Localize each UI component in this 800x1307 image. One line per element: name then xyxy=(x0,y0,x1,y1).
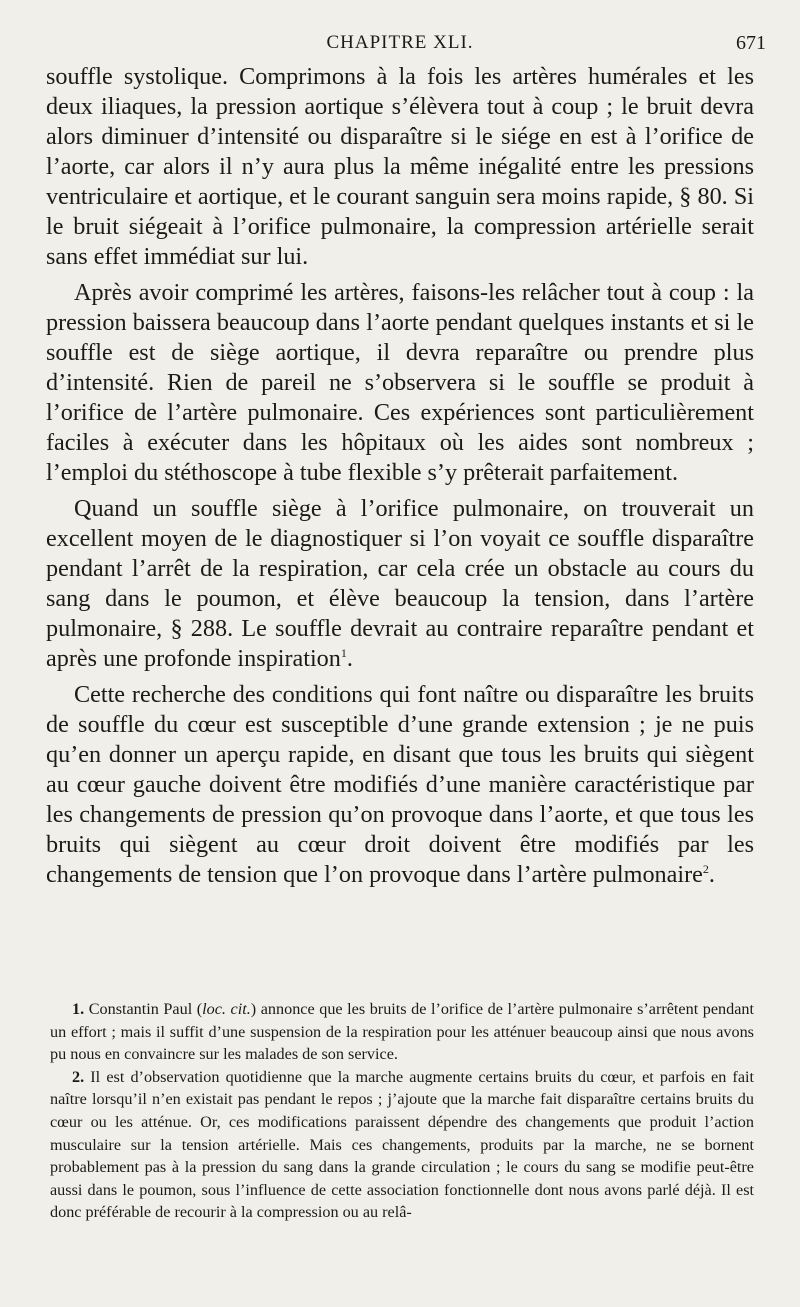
paragraph-text: Quand un souffle siège à l’orifice pulmonaire, on trouverait un excellent moyen de le diagnostiquer si l’on voyait ce souffle disparaître pendant l’arrêt de la respiration, car cela crée un obstacle au cours du sang dans le poumon, et élève beaucoup la tension, dans l’artère pulmonaire, § 288. Le souffle devrait au contraire reparaître pendant et après une profonde inspiration xyxy=(46,495,754,672)
footnote-mark: 2. xyxy=(72,1067,85,1086)
body-text xyxy=(46,62,754,896)
footnote-text: Il est d’observation quotidienne que la marche augmente certains bruits du cœur, et parfois en fait naître lorsqu’il n’en existait pas pendant le repos ; j’ajoute que la marche fait disparaître certains bruits du cœur ou les atténue. Or, ces modifications paraissent dépendre des changements que produit l’action musculaire sur la tension artérielle. Mais ces changements, produits par la marche, ne se bornent probablement pas à la pression du sang dans la grande circulation ; le cours du sang se modifie peut-être aussi dans le poumon, sous l’influence de cette association fonctionnelle dont nous avons parlé déjà. Il est donc préférable de recourir à la compression ou au relâ- xyxy=(50,1067,755,1222)
paragraph-1 xyxy=(46,62,754,272)
punctuation: . xyxy=(346,645,353,672)
footnote-mark: 1. xyxy=(72,1000,85,1018)
paragraph-text: Après avoir comprimé les artères, faisons-les relâcher tout à coup : la pression baissera beaucoup dans l’aorte pendant quelques instants et si le souffle est de siège aortique, il devra reparaître ou prendre plus d’intensité. Rien de pareil ne s’observera si le souffle se produit à l’orifice de l’artère pulmonaire. Ces expériences sont particulièrement faciles à exécuter dans les hôpitaux où les aides sont nombreux ; l’emploi du stéthoscope à tube flexible s’y prêterait parfaitement. xyxy=(46,279,754,486)
footnote-text: ) annonce que les bruits de l’orifice de l’artère pulmonaire s’arrêtent pendant un effort ; mais il suffit d’une suspension de la respiration pour les atténuer beaucoup ainsi que nous avons pu nous en convaincre sur les malades de son service. xyxy=(50,1000,754,1064)
page-number: 671 xyxy=(736,32,766,54)
paragraph-4 xyxy=(46,680,754,890)
page-header xyxy=(0,32,800,56)
footnote-citation: loc. cit. xyxy=(202,1000,251,1018)
footnote-ref[interactable]: 2 xyxy=(702,861,709,876)
footnote-ref[interactable]: 1 xyxy=(340,645,347,660)
punctuation: . xyxy=(708,861,715,888)
paragraph-3 xyxy=(46,494,754,674)
footnote-1 xyxy=(50,998,754,1066)
footnote-text: Constantin Paul ( xyxy=(88,1000,203,1018)
paragraph-text: Cette recherche des conditions qui font naître ou disparaître les bruits de souffle du cœur est susceptible d’une grande extension ; je ne puis qu’en donner un aperçu rapide, en disant que tous les bruits qui siègent au cœur gauche doivent être modifiés d’une manière caractéristique par les changements de pression qu’on provoque dans l’aorte, et que tous les bruits qui siègent au cœur droit doivent être modifiés par les changements de tension que l’on provoque dans l’artère pulmonaire xyxy=(46,681,754,888)
paragraph-text: souffle systolique. Comprimons à la fois les artères humérales et les deux iliaques, la pression aortique s’élèvera tout à coup ; le bruit devra alors diminuer d’intensité ou disparaître si le siége en est à l’orifice de l’aorte, car alors il n’y aura plus la même inégalité entre les pressions ventriculaire et aortique, et le courant sanguin sera moins rapide, § 80. Si le bruit siégeait à l’orifice pulmonaire, la compression artérielle serait sans effet immédiat sur lui. xyxy=(46,63,754,270)
footnote-2 xyxy=(50,1066,754,1224)
paragraph-2 xyxy=(46,278,754,488)
running-head: CHAPITRE XLI. xyxy=(326,32,474,53)
footnotes xyxy=(50,998,754,1224)
